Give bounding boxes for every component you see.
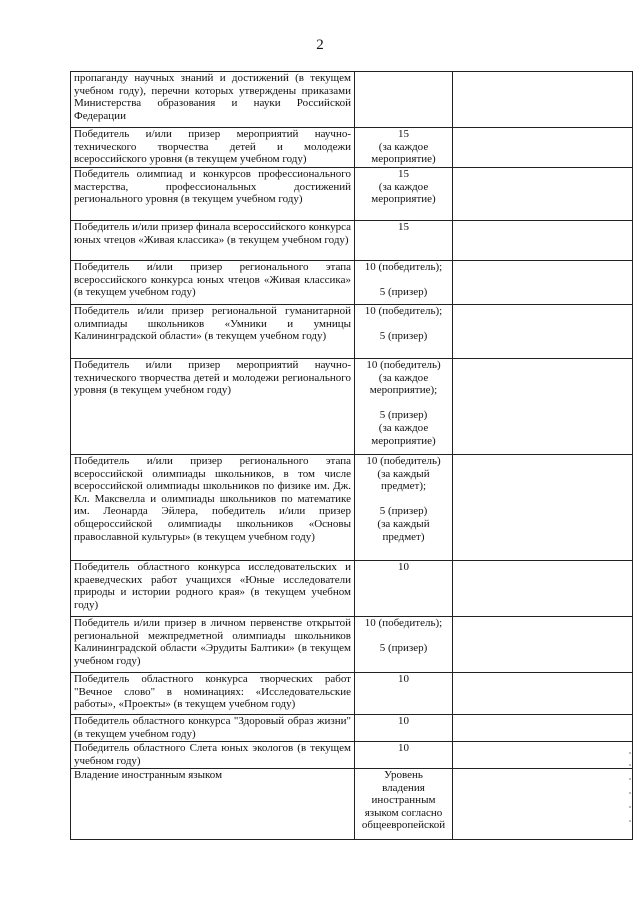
points-value: 5 (призер)	[379, 642, 428, 655]
points-cell	[355, 72, 453, 128]
criterion-cell: Победитель и/или призер в личном первенстве открытой региональной межпредметной олимпиады школьников Калининградской области «Эрудиты Балтики» (в текущем учебном году)	[71, 617, 355, 673]
points-cell	[355, 742, 453, 769]
table-row	[71, 742, 633, 769]
points-note: Уровень	[384, 769, 423, 781]
table-row	[71, 673, 633, 715]
empty-cell	[453, 673, 633, 715]
points-note: иностранным	[371, 794, 436, 807]
criterion-cell: Победитель и/или призер региональной гуманитарной олимпиады школьников «Умники и умницы Калининградской области» (в текущем учебном году)	[71, 305, 355, 359]
table-row	[71, 715, 633, 742]
points-cell	[355, 455, 453, 561]
points-value: 5 (призер)	[379, 330, 428, 343]
table-row	[71, 455, 633, 561]
points-note: (за каждое	[378, 421, 429, 434]
points-note: (за каждое	[378, 140, 429, 153]
table-row	[71, 359, 633, 455]
table-row	[71, 769, 633, 840]
points-note: предмет)	[382, 530, 425, 543]
points-note: мероприятие);	[369, 384, 438, 397]
points-note: (за каждое	[378, 180, 429, 193]
points-note: (за каждое	[378, 371, 429, 384]
points-cell	[355, 305, 453, 359]
empty-cell	[453, 742, 633, 769]
points-cell	[355, 359, 453, 455]
criterion-cell: Победитель областного конкурса "Здоровый образ жизни" (в текущем учебном году)	[71, 715, 355, 742]
points-note: владения	[382, 781, 425, 794]
points-value: 10	[398, 673, 409, 685]
criterion-cell: пропаганду научных знаний и достижений (в текущем учебном году), перечни которых утверждены приказами Министерства образования и науки Российской Федерации	[71, 72, 355, 128]
criterion-cell: Победитель областного конкурса исследовательских и краеведческих работ учащихся «Юные исследователи природы и истории родного края» (в текущем учебном году)	[71, 561, 355, 617]
points-value: 5 (призер)	[379, 286, 428, 299]
points-value: 10 (победитель);	[364, 617, 443, 629]
empty-cell	[453, 261, 633, 305]
table-row	[71, 617, 633, 673]
points-note: общеевропейской	[361, 819, 446, 832]
points-note: (за каждый	[377, 467, 430, 480]
points-value: 10	[398, 715, 409, 727]
table-row	[71, 72, 633, 128]
criteria-table	[70, 71, 633, 840]
criterion-cell: Владение иностранным языком	[71, 769, 355, 840]
criterion-cell: Победитель и/или призер регионального этапа всероссийской олимпиады школьников, в том числе всероссийской олимпиады школьников по физике им. Дж. Кл. Максвелла и олимпиады школьников по математике им. Леонарда Эйлера, победитель и/или призер общероссийской олимпиады школьников «Основы православной культуры» (в текущем учебном году)	[71, 455, 355, 561]
points-note: мероприятие)	[371, 153, 436, 166]
table-row	[71, 221, 633, 261]
criterion-cell: Победитель и/или призер мероприятий научно-технического творчества детей и молодежи регионального уровня (в текущем учебном году)	[71, 359, 355, 455]
points-cell	[355, 715, 453, 742]
empty-cell	[453, 359, 633, 455]
points-value: 10 (победитель);	[364, 261, 443, 273]
points-note: мероприятие)	[371, 434, 436, 447]
points-note: языком согласно	[364, 806, 443, 819]
empty-cell	[453, 72, 633, 128]
criterion-cell: Победитель и/или призер финала всероссийского конкурса юных чтецов «Живая классика» (в текущем учебном году)	[71, 221, 355, 261]
points-cell	[355, 561, 453, 617]
points-value: 10	[398, 561, 409, 573]
points-cell	[355, 128, 453, 168]
table-row	[71, 128, 633, 168]
empty-cell	[453, 715, 633, 742]
points-value: 5 (призер)	[379, 505, 428, 518]
table-row	[71, 168, 633, 221]
empty-cell	[453, 221, 633, 261]
points-note: предмет);	[380, 480, 427, 493]
empty-cell	[453, 305, 633, 359]
margin-scan-marks	[629, 752, 632, 832]
empty-cell	[453, 168, 633, 221]
points-cell	[355, 617, 453, 673]
table-row	[71, 261, 633, 305]
criterion-cell: Победитель олимпиад и конкурсов профессионального мастерства, профессиональных достижений регионального уровня (в текущем учебном году)	[71, 168, 355, 221]
table-row	[71, 561, 633, 617]
empty-cell	[453, 769, 633, 840]
points-value: 10 (победитель)	[366, 455, 441, 467]
points-value: 15	[398, 128, 409, 140]
points-cell	[355, 221, 453, 261]
points-cell	[355, 168, 453, 221]
points-note: мероприятие)	[371, 193, 436, 206]
empty-cell	[453, 561, 633, 617]
empty-cell	[453, 455, 633, 561]
criterion-cell: Победитель и/или призер мероприятий научно-технического творчества детей и молодежи всероссийского уровня (в текущем учебном году)	[71, 128, 355, 168]
points-cell	[355, 261, 453, 305]
points-cell	[355, 673, 453, 715]
criterion-cell: Победитель областного Слета юных экологов (в текущем учебном году)	[71, 742, 355, 769]
points-cell	[355, 769, 453, 840]
criterion-cell: Победитель и/или призер регионального этапа всероссийского конкурса юных чтецов «Живая классика» (в текущем учебном году)	[71, 261, 355, 305]
points-note: (за каждый	[377, 517, 430, 530]
points-value: 15	[398, 168, 409, 180]
page-number: 2	[316, 37, 324, 53]
empty-cell	[453, 128, 633, 168]
points-value: 5 (призер)	[379, 409, 428, 422]
points-value: 10 (победитель);	[364, 305, 443, 317]
points-value: 15	[398, 221, 409, 233]
empty-cell	[453, 617, 633, 673]
points-value: 10 (победитель)	[366, 359, 441, 371]
table-row	[71, 305, 633, 359]
criterion-cell: Победитель областного конкурса творческих работ "Вечное слово" в номинациях: «Исследовательские работы», «Проекты» (в текущем учебном году)	[71, 673, 355, 715]
points-value: 10	[398, 742, 409, 754]
